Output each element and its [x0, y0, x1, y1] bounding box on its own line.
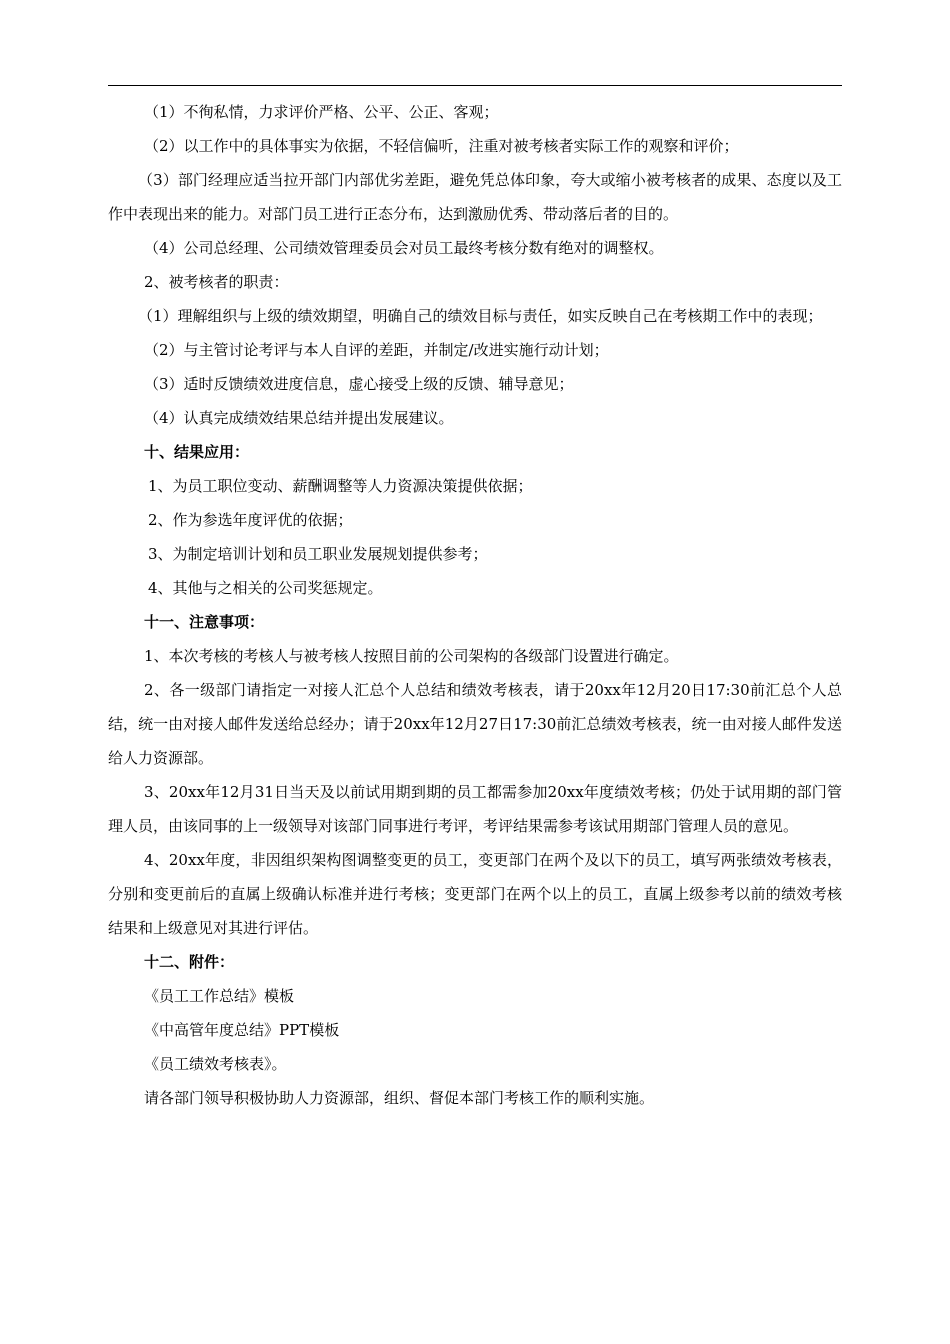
note-item-probation: 3、20xx年12月31日当天及以前试用期到期的员工都需参加20xx年度绩效考核；仍处于试用期的部门管理人员，由该同事的上一级领导对该部门同事进行考评，考评结果需参考该试用期部门管理人员的意见。 — [108, 783, 842, 835]
heading-attachments: 十二、附件： — [144, 953, 235, 971]
document-body — [108, 95, 842, 1115]
examinee-item-summary: （4）认真完成绩效结果总结并提出发展建议。 — [144, 409, 454, 427]
duty-item-adjustment: （4）公司总经理、公司绩效管理委员会对员工最终考核分数有绝对的调整权。 — [144, 239, 664, 257]
duty-item-impartial: （1）不徇私情，力求评价严格、公平、公正、客观； — [144, 103, 499, 121]
note-item-structure: 1、本次考核的考核人与被考核人按照目前的公司架构的各级部门设置进行确定。 — [144, 647, 679, 665]
attachment-ppt-template: 《中高管年度总结》PPT模板 — [144, 1021, 340, 1039]
note-item-transfer: 4、20xx年度，非因组织架构图调整变更的员工，变更部门在两个及以下的员工，填写两张绩效考核表，分别和变更前后的直属上级确认标准并进行考核；变更部门在两个以上的员工，直属上级参考以前的绩效考核结果和上级意见对其进行评估。 — [108, 851, 842, 937]
examinee-item-discuss: （2）与主管讨论考评与本人自评的差距，并制定/改进实施行动计划； — [144, 341, 609, 359]
result-item-other: 4、其他与之相关的公司奖惩规定。 — [148, 579, 383, 597]
attachment-evaluation-form: 《员工绩效考核表》。 — [144, 1055, 287, 1073]
section-examinee-duties: 2、被考核者的职责： — [144, 273, 289, 291]
result-item-hr-decision: 1、为员工职位变动、薪酬调整等人力资源决策提供依据； — [148, 477, 533, 495]
result-item-award: 2、作为参选年度评优的依据； — [148, 511, 353, 529]
heading-notes: 十一、注意事项： — [144, 613, 265, 631]
examinee-item-understand: （1）理解组织与上级的绩效期望，明确自己的绩效目标与责任，如实反映自己在考核期工作中的表现； — [138, 307, 823, 325]
note-item-deadlines: 2、各一级部门请指定一对接人汇总个人总结和绩效考核表，请于20xx年12月20日17:30前汇总个人总结，统一由对接人邮件发送给总经办；请于20xx年12月27日17:30前汇总绩效考核表，统一由对接人邮件发送给人力资源部。 — [108, 681, 842, 767]
result-item-training: 3、为制定培训计划和员工职业发展规划提供参考； — [148, 545, 488, 563]
attachment-work-summary: 《员工工作总结》模板 — [144, 987, 295, 1005]
heading-results-application: 十、结果应用： — [144, 443, 250, 461]
duty-item-facts: （2）以工作中的具体事实为依据，不轻信偏听，注重对被考核者实际工作的观察和评价； — [144, 137, 739, 155]
header-rule — [108, 85, 842, 86]
examinee-item-feedback: （3）适时反馈绩效进度信息，虚心接受上级的反馈、辅导意见； — [144, 375, 574, 393]
duty-item-distribution: （3）部门经理应适当拉开部门内部优劣差距，避免凭总体印象，夸大或缩小被考核者的成果、态度以及工作中表现出来的能力。对部门员工进行正态分布，达到激励优秀、带动落后者的目的。 — [108, 171, 842, 223]
closing-request: 请各部门领导积极协助人力资源部，组织、督促本部门考核工作的顺利实施。 — [144, 1089, 655, 1107]
